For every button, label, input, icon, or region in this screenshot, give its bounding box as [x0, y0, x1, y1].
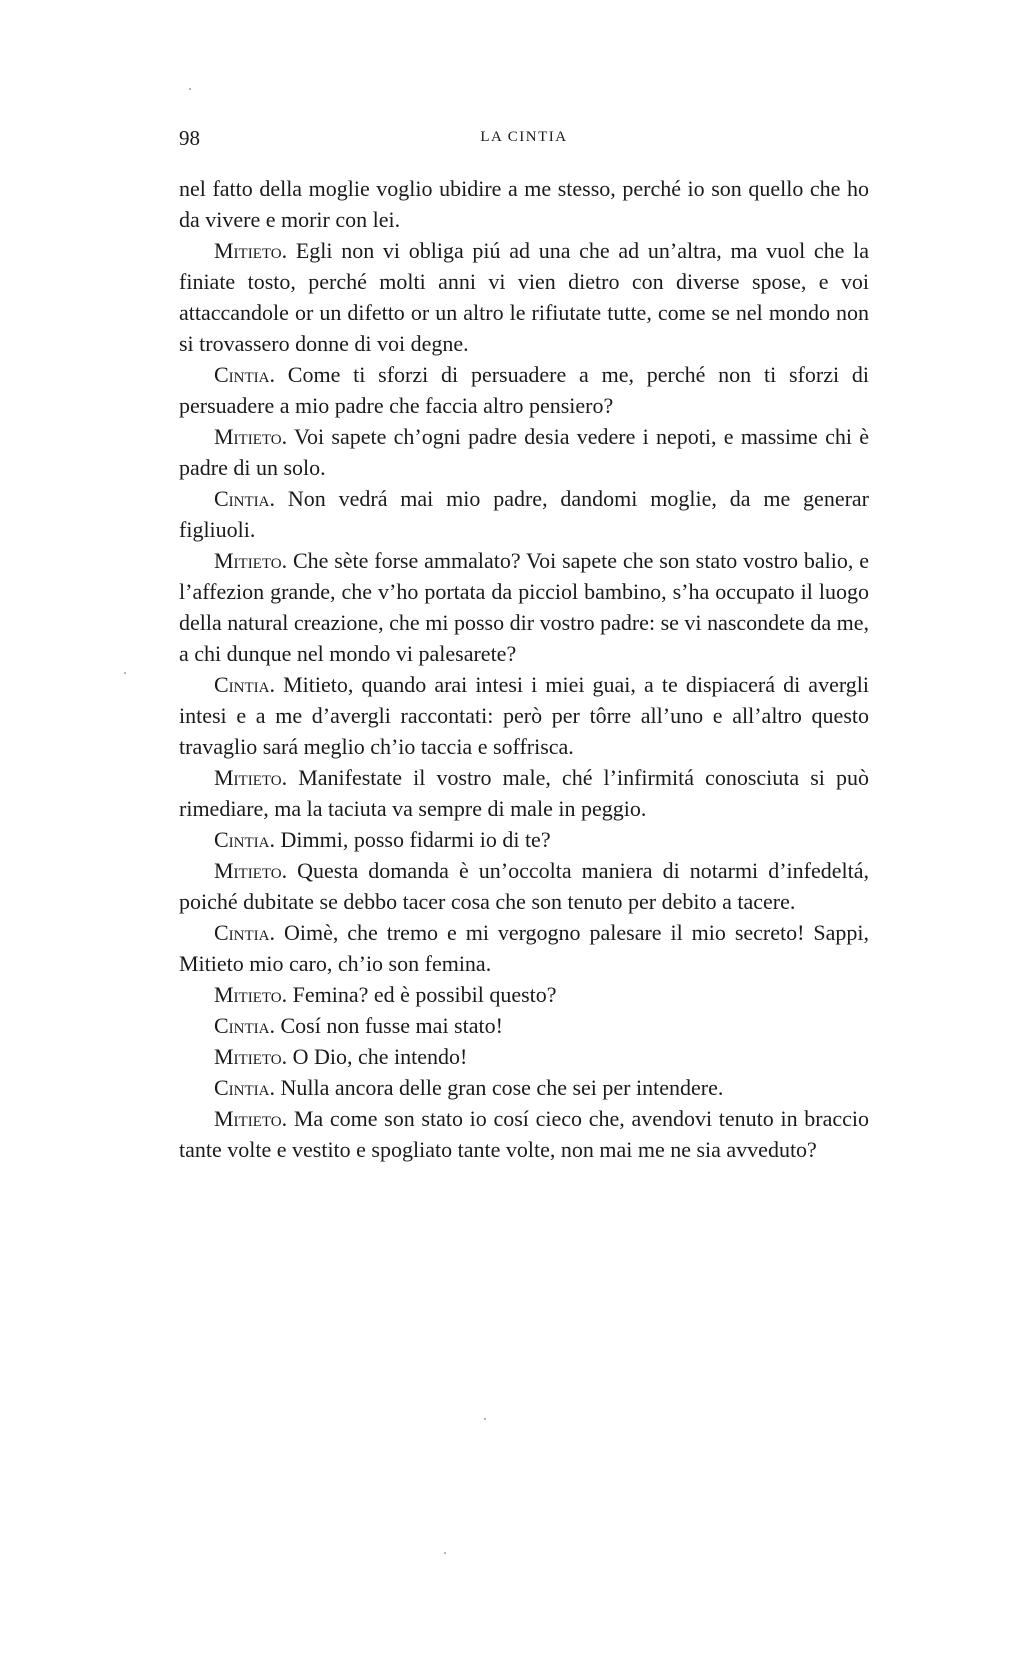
scan-speck: [484, 1418, 486, 1420]
dialogue-text: [179, 173, 869, 1165]
dialogue-line: [179, 917, 869, 979]
speaker-name: Cintia.: [214, 920, 275, 945]
speech-text: Nulla ancora delle gran cose che sei per intendere.: [280, 1075, 724, 1100]
scan-speck: [124, 672, 126, 674]
paragraph-text: nel fatto della moglie voglio ubidire a me stesso, perché io son quello che ho da vivere e morir con lei.: [179, 176, 869, 232]
speech-text: Cosí non fusse mai stato!: [280, 1013, 503, 1038]
dialogue-line: [179, 545, 869, 669]
speaker-name: Mitieto.: [214, 238, 288, 263]
speaker-name: Mitieto.: [214, 424, 288, 449]
dialogue-line: [179, 669, 869, 762]
speaker-name: Mitieto.: [214, 1106, 288, 1131]
speech-text: Ma come son stato io cosí cieco che, avendovi tenuto in braccio tante volte e vestito e spogliato tante volte, non mai me ne sia avveduto?: [179, 1106, 870, 1162]
speech-text: Non vedrá mai mio padre, dandomi moglie, da me generar figliuoli.: [179, 486, 870, 542]
scan-speck: [444, 1552, 446, 1554]
running-title: LA CINTIA: [480, 129, 568, 145]
speech-text: Dimmi, posso fidarmi io di te?: [280, 827, 551, 852]
dialogue-line: [179, 1072, 869, 1103]
dialogue-line: [179, 235, 869, 359]
speaker-name: Cintia.: [214, 827, 275, 852]
speaker-name: Mitieto.: [214, 548, 288, 573]
speech-text: Oimè, che tremo e mi vergogno palesare il mio secreto! Sappi, Mitieto mio caro, ch’io son femina.: [179, 920, 870, 976]
dialogue-line: [179, 483, 869, 545]
speech-text: Femina? ed è possibil questo?: [292, 982, 557, 1007]
speech-text: Come ti sforzi di persuadere a me, perché non ti sforzi di persuadere a mio padre che faccia altro pensiero?: [179, 362, 869, 418]
dialogue-line: [179, 979, 869, 1010]
speaker-name: Mitieto.: [214, 982, 288, 1007]
speech-text: Mitieto, quando arai intesi i miei guai, a te dispiacerá di avergli intesi e a me d’avergli raccontati: però per tôrre all’uno e all’altro questo travaglio sará meglio ch’io taccia e soffrisca.: [179, 672, 869, 759]
dialogue-line: [179, 1103, 869, 1165]
speech-text: Voi sapete ch’ogni padre desia vedere i nepoti, e massime chi è padre di un solo.: [179, 424, 869, 480]
speech-text: Manifestate il vostro male, ché l’infirmitá conosciuta si può rimediare, ma la taciuta va sempre di male in peggio.: [179, 765, 870, 821]
speaker-name: Cintia.: [214, 672, 275, 697]
speaker-name: Cintia.: [214, 1075, 275, 1100]
speech-text: Che sète forse ammalato? Voi sapete che son stato vostro balio, e l’affezion grande, che v’ho portata da picciol bambino, s’ha occupato il luogo della natural creazione, che mi posso dir vostro padre: se vi nascondete da me, a chi dunque nel mondo vi palesarete?: [179, 548, 869, 666]
dialogue-line: [179, 855, 869, 917]
speaker-name: Mitieto.: [214, 765, 288, 790]
dialogue-line: [179, 1010, 869, 1041]
dialogue-line: [179, 824, 869, 855]
speech-text: Egli non vi obliga piú ad una che ad un’altra, ma vuol che la finiate tosto, perché molti anni vi vien dietro con diverse spose, e voi attaccandole or un difetto or un altro le rifiutate tutte, come se nel mondo non si trovassero donne di voi degne.: [179, 238, 869, 356]
page-header: [179, 126, 869, 150]
dialogue-line: [179, 421, 869, 483]
speaker-name: Mitieto.: [214, 858, 288, 883]
dialogue-line: [179, 762, 869, 824]
page-number: 98: [179, 126, 200, 150]
scan-speck: [189, 88, 191, 90]
dialogue-line: [179, 1041, 869, 1072]
speaker-name: Mitieto.: [214, 1044, 288, 1069]
speech-text: Questa domanda è un’occolta maniera di notarmi d’infedeltá, poiché dubitate se debbo tacer cosa che son tenuto per debito a tacere.: [179, 858, 869, 914]
paragraph-continuation: [179, 173, 869, 235]
speaker-name: Cintia.: [214, 362, 275, 387]
dialogue-line: [179, 359, 869, 421]
speaker-name: Cintia.: [214, 486, 275, 511]
speech-text: O Dio, che intendo!: [292, 1044, 468, 1069]
speaker-name: Cintia.: [214, 1013, 275, 1038]
